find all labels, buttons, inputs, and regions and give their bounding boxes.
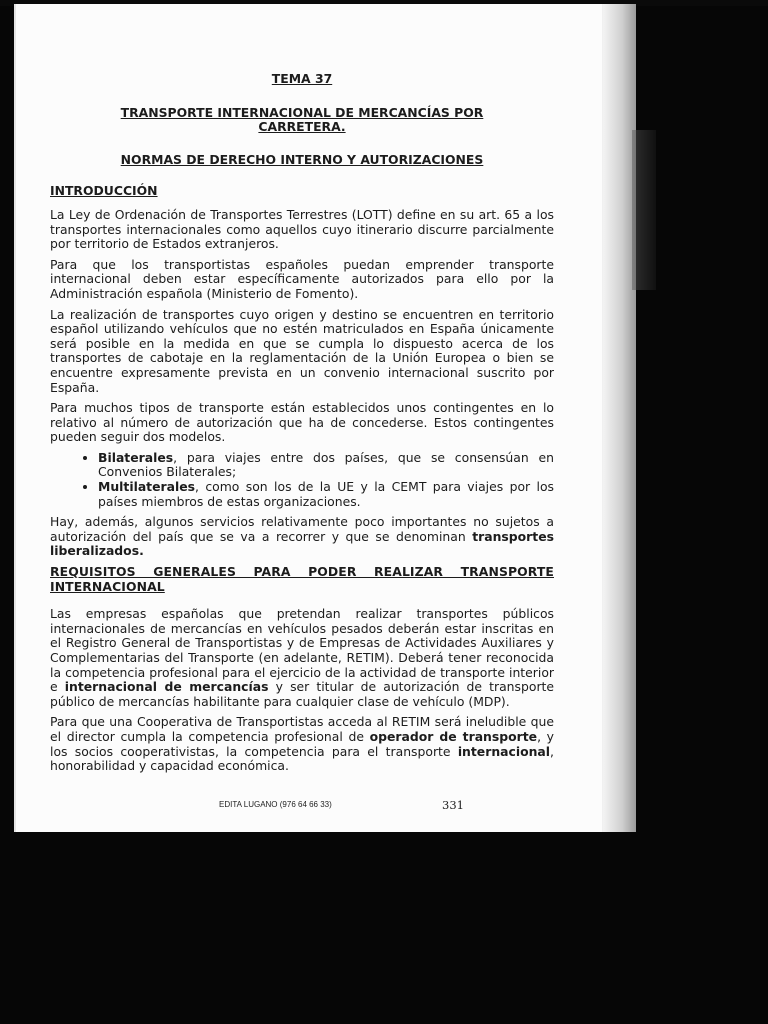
- document-page: [14, 4, 602, 832]
- page-footer: [16, 798, 602, 818]
- req-p1-part-b: y ser titular de autorización de transporte público de mercancías habilitante para cualquier clase de vehículo (MDP).: [50, 679, 555, 709]
- footer-editorial: EDITA LUGANO (976 64 66 33): [219, 800, 332, 809]
- req-p2-part-a: Para que una Cooperativa de Transportistas acceda al RETIM será ineludible que el director cumpla la competencia profesional de: [50, 714, 554, 744]
- intro-paragraph-5-text: Hay, además, algunos servicios relativamente poco importantes no sujetos a autorización del país que se va a recorrer y que se denominan: [50, 514, 554, 544]
- document-subtitle: NORMAS DE DERECHO INTERNO Y AUTORIZACIONES: [120, 151, 484, 167]
- req-p1-part-a: Las empresas españolas que pretendan realizar transportes públicos internacionales de mercancías en vehículos pesados deberán estar inscritas en el Registro General de Transportistas y de Empresas de Actividades Auxiliares y Complementarias del Transporte (en adelante, RETIM). Deberá tener reconocida la competencia profesional para el ejercicio de la actividad de transporte interior e: [50, 606, 554, 695]
- list-item-bilaterales: [98, 451, 554, 480]
- intro-heading: INTRODUCCIÓN: [50, 183, 158, 199]
- document-title: TRANSPORTE INTERNACIONAL DE MERCANCÍAS POR CARRETERA.: [120, 104, 484, 135]
- multilaterales-text: , como son los de la UE y la CEMT para viajes por los países miembros de estas organizaciones.: [98, 479, 554, 509]
- req-p2-part-c: , honorabilidad y capacidad económica.: [50, 743, 554, 774]
- intro-paragraph-5: [50, 515, 554, 559]
- req-p2-bold-operador: operador de transporte: [369, 728, 538, 744]
- intro-paragraph-3: La realización de transportes cuyo origen y destino se encuentren en territorio español utilizando vehículos que no estén matriculados en España únicamente será posible en la medida en que se cumpla lo dispuesto acerca de los transportes de cabotaje en la reglamentación de la Unión Europea o bien se encuentre expresamente prevista en un convenio internacional suscrito por España.: [50, 306, 554, 395]
- requisitos-heading: REQUISITOS GENERALES PARA PODER REALIZAR TRANSPORTE INTERNACIONAL: [50, 564, 554, 594]
- req-p1-bold: internacional de mercancías: [64, 679, 269, 695]
- req-p2-bold-internacional: internacional: [457, 743, 551, 759]
- intro-paragraph-1: La Ley de Ordenación de Transportes Terrestres (LOTT) define en su art. 65 a los transportes internacionales como aquellos cuyo itinerario discurre parcialmente por territorio de Estados extranjeros.: [50, 206, 554, 252]
- requisitos-paragraph-2: [50, 715, 554, 773]
- requisitos-paragraph-1: [50, 607, 554, 709]
- contingent-models-list: [50, 451, 554, 509]
- multilaterales-term: Multilaterales: [98, 479, 196, 495]
- page-content: [50, 66, 554, 780]
- tema-heading: TEMA 37: [271, 71, 333, 86]
- intro-paragraph-2: Para que los transportistas españoles puedan emprender transporte internacional deben estar específicamente autorizados para ello por la Administración española (Ministerio de Fomento).: [50, 256, 554, 301]
- bilaterales-text: , para viajes entre dos países, que se consensúan en Convenios Bilaterales;: [98, 449, 554, 480]
- bilaterales-term: Bilaterales: [98, 449, 174, 465]
- list-item-multilaterales: [98, 480, 554, 509]
- liberalizados-term: transportes liberalizados.: [50, 528, 554, 559]
- intro-paragraph-4: Para muchos tipos de transporte están establecidos unos contingentes en lo relativo al número de autorización que ha de concederse. Estos contingentes pueden seguir dos modelos.: [50, 400, 554, 445]
- req-p2-part-b: , y los socios cooperativistas, la competencia para el transporte: [50, 728, 554, 759]
- page-number: 331: [442, 798, 464, 812]
- page-edge-shadow: [632, 130, 656, 290]
